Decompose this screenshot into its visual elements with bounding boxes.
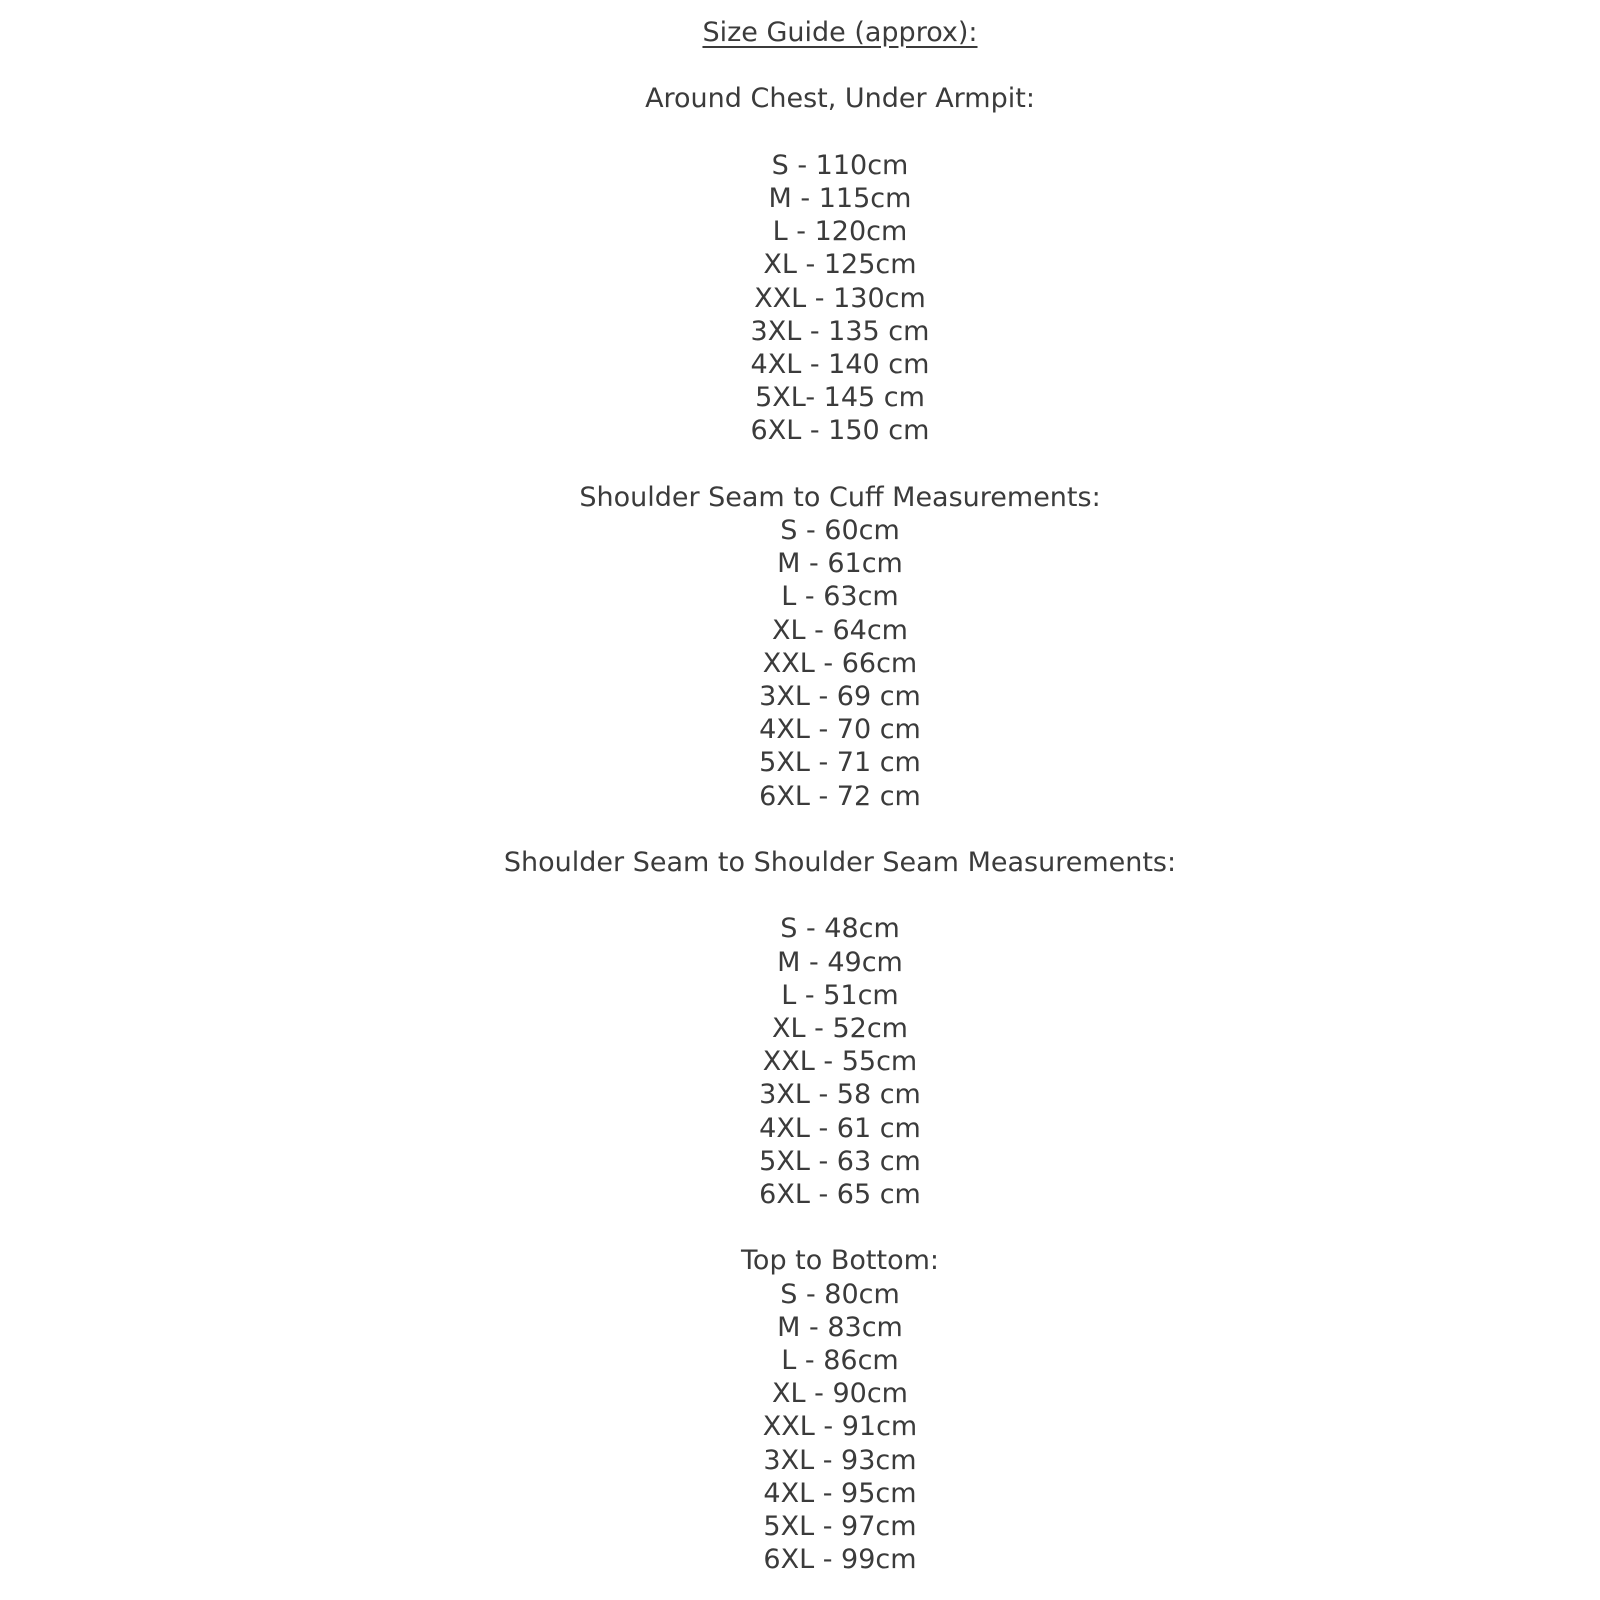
measurement-line: 4XL - 61 cm <box>759 1112 921 1144</box>
measurement-line: 6XL - 99cm <box>763 1544 917 1576</box>
measurement-line: 3XL - 58 cm <box>759 1079 921 1111</box>
measurement-line: M - 61cm <box>777 548 903 580</box>
measurement-line: XL - 90cm <box>772 1378 908 1410</box>
size-section <box>80 82 1600 447</box>
measurement-line: 5XL - 97cm <box>763 1511 917 1543</box>
size-section <box>80 481 1600 813</box>
measurement-line: L - 51cm <box>781 979 899 1011</box>
measurement-line: XXL - 91cm <box>762 1411 918 1443</box>
measurement-line: M - 83cm <box>777 1311 903 1343</box>
measurement-line: 5XL - 63 cm <box>759 1145 921 1177</box>
size-section <box>80 846 1600 1211</box>
measurement-line: S - 60cm <box>780 515 900 546</box>
measurement-line: L - 86cm <box>781 1345 899 1377</box>
measurement-line: S - 48cm <box>780 913 900 945</box>
measurement-line: 3XL - 93cm <box>763 1444 917 1476</box>
measurement-line: 6XL - 72 cm <box>759 780 921 812</box>
measurement-line: 3XL - 69 cm <box>759 681 921 713</box>
page-title: Size Guide (approx): <box>702 17 978 48</box>
measurement-line: 6XL - 65 cm <box>759 1179 921 1211</box>
measurement-line: 5XL - 71 cm <box>759 747 921 779</box>
measurement-line: M - 49cm <box>777 946 903 978</box>
section-heading: Shoulder Seam to Shoulder Seam Measurements: <box>503 847 1177 879</box>
measurement-line: XXL - 55cm <box>762 1046 918 1078</box>
measurement-line: L - 120cm <box>772 216 908 248</box>
measurement-line: XXL - 66cm <box>762 647 918 679</box>
section-heading: Around Chest, Under Armpit: <box>645 83 1035 115</box>
section-heading: Shoulder Seam to Cuff Measurements: <box>579 481 1101 513</box>
measurement-line: 4XL - 140 cm <box>750 349 930 380</box>
measurement-line: XL - 125cm <box>763 249 917 281</box>
section-heading: Top to Bottom: <box>741 1245 939 1277</box>
measurement-line: XL - 64cm <box>772 614 908 646</box>
measurement-line: 6XL - 150 cm <box>750 415 930 447</box>
measurement-line: 4XL - 70 cm <box>759 714 921 746</box>
measurement-line: M - 115cm <box>768 182 912 214</box>
measurement-line: 4XL - 95cm <box>763 1477 917 1509</box>
measurement-line: 5XL- 145 cm <box>755 382 925 414</box>
size-guide-document <box>80 0 1600 1576</box>
measurement-line: S - 110cm <box>771 149 909 181</box>
measurement-line: XXL - 130cm <box>754 282 926 314</box>
measurement-line: S - 80cm <box>780 1278 900 1310</box>
sections-container <box>80 82 1600 1576</box>
size-section <box>80 1244 1600 1576</box>
measurement-line: XL - 52cm <box>772 1013 908 1045</box>
measurement-line: 3XL - 135 cm <box>750 315 930 347</box>
measurement-line: L - 63cm <box>781 581 899 613</box>
